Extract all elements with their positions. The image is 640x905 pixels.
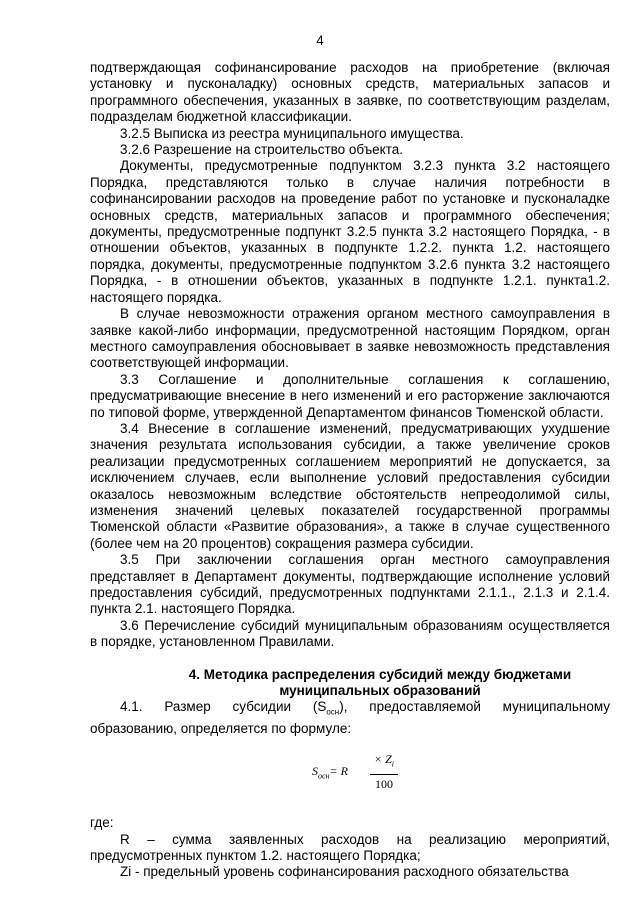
formula-fraction — [370, 751, 398, 792]
paragraph-zi-def: Zi - предельный уровень софинансирования расходного обязательства — [120, 864, 569, 880]
heading-line-2: муниципальных образований — [279, 682, 481, 698]
paragraph-impossibility: В случае невозможности отражения органом местного самоуправления в заявке какой-либо информации, предусмотренной настоящим Порядком, орган местного самоуправления обосновывает в заявке невозможность представления соответствующей информации. — [90, 306, 610, 371]
paragraph-3-5: 3.5 При заключении соглашения орган местного самоуправления представляет в Департамент документы, подтверждающие исполнение условий предоставления субсидий, предусмотренных подпунктами 2.1.1., 2.1.3 и 2.1.4. пункта 2.1. настоящего Порядка. — [90, 552, 610, 617]
paragraph-where: где: — [90, 815, 114, 831]
paragraph-3-4: 3.4 Внесение в соглашение изменений, предусматривающих ухудшение значения результата использования субсидии, а также увеличение сроков реализации предусмотренных соглашением мероприятий не допускается, за исключением случаев, если выполнение условий предоставления субсидии оказалось невозможным вследствие обстоятельств непреодолимой силы, изменения значений целевых показателей государственной программы Тюменской области «Развитие образования», а также в случае существенного (более чем на 20 процентов) сокращения размера субсидии. — [90, 420, 610, 551]
formula-s-sub: осн — [318, 771, 330, 781]
formula-num-sub: i — [391, 759, 395, 769]
paragraph-3-2-5: 3.2.5 Выписка из реестра муниципального имущества. — [120, 125, 464, 141]
formula-num-text: × Z — [374, 752, 392, 767]
paragraph-4-1 — [90, 699, 610, 738]
page-number: 4 — [316, 33, 324, 48]
heading-line-1: 4. Методика распределения субсидий между бюджетами — [188, 666, 572, 682]
formula-eq: = R — [329, 764, 348, 779]
paragraph-3-2-6: 3.2.6 Разрешение на строительство объекта. — [120, 142, 403, 158]
paragraph-continuation: подтверждающая софинансирование расходов на приобретение (включая установку и пусконаладку) основных средств, материальных запасов и программного обеспечения, указанных в заявке, по соответствующим разделам, подразделам бюджетной классификации. — [90, 60, 610, 125]
p41-sub: осн — [326, 707, 340, 717]
document-body — [90, 60, 610, 881]
formula-numerator — [370, 751, 398, 775]
formula-s: S — [312, 764, 318, 779]
p41-before: 4.1. Размер субсидии (S — [120, 698, 327, 714]
subsidy-formula — [90, 751, 610, 795]
section-heading — [90, 667, 610, 699]
paragraph-documents: Документы, предусмотренные подпунктом 3.2.3 пункта 3.2 настоящего Порядка, представляются только в случае наличия потребности в софинансировании расходов на проведение работ по установке и пусконаладке основных средств, материальных запасов и программного обеспечения; документы, предусмотренные подпункт 3.2.5 пункта 3.2 настоящего Порядка, - в отношении объектов, указанных в подпункте 1.2.2. пункта 1.2. настоящего порядка, документы, предусмотренные подпунктом 3.2.6 пункта 3.2 настоящего Порядка, - в отношении объектов, указанных в подпункте 1.2.1. пункта1.2. настоящего порядка. — [90, 158, 610, 305]
formula-denominator: 100 — [375, 776, 393, 791]
paragraph-3-3: 3.3 Соглашение и дополнительные соглашения к соглашению, предусматривающие внесение в него изменений и его расторжение заключаются по типовой форме, утвержденной Департаментом финансов Тюменской области. — [90, 371, 610, 420]
paragraph-r-def: R – сумма заявленных расходов на реализацию мероприятий, предусмотренных пунктом 1.2. настоящего Порядка; — [90, 831, 610, 863]
paragraph-3-6: 3.6 Перечисление субсидий муниципальным образованиям осуществляется в порядке, установленном Правилами. — [90, 617, 610, 650]
formula-lhs — [312, 763, 348, 785]
p41-after: ), предоставляемой муниципальному образованию, определяется по формуле: — [90, 698, 611, 736]
